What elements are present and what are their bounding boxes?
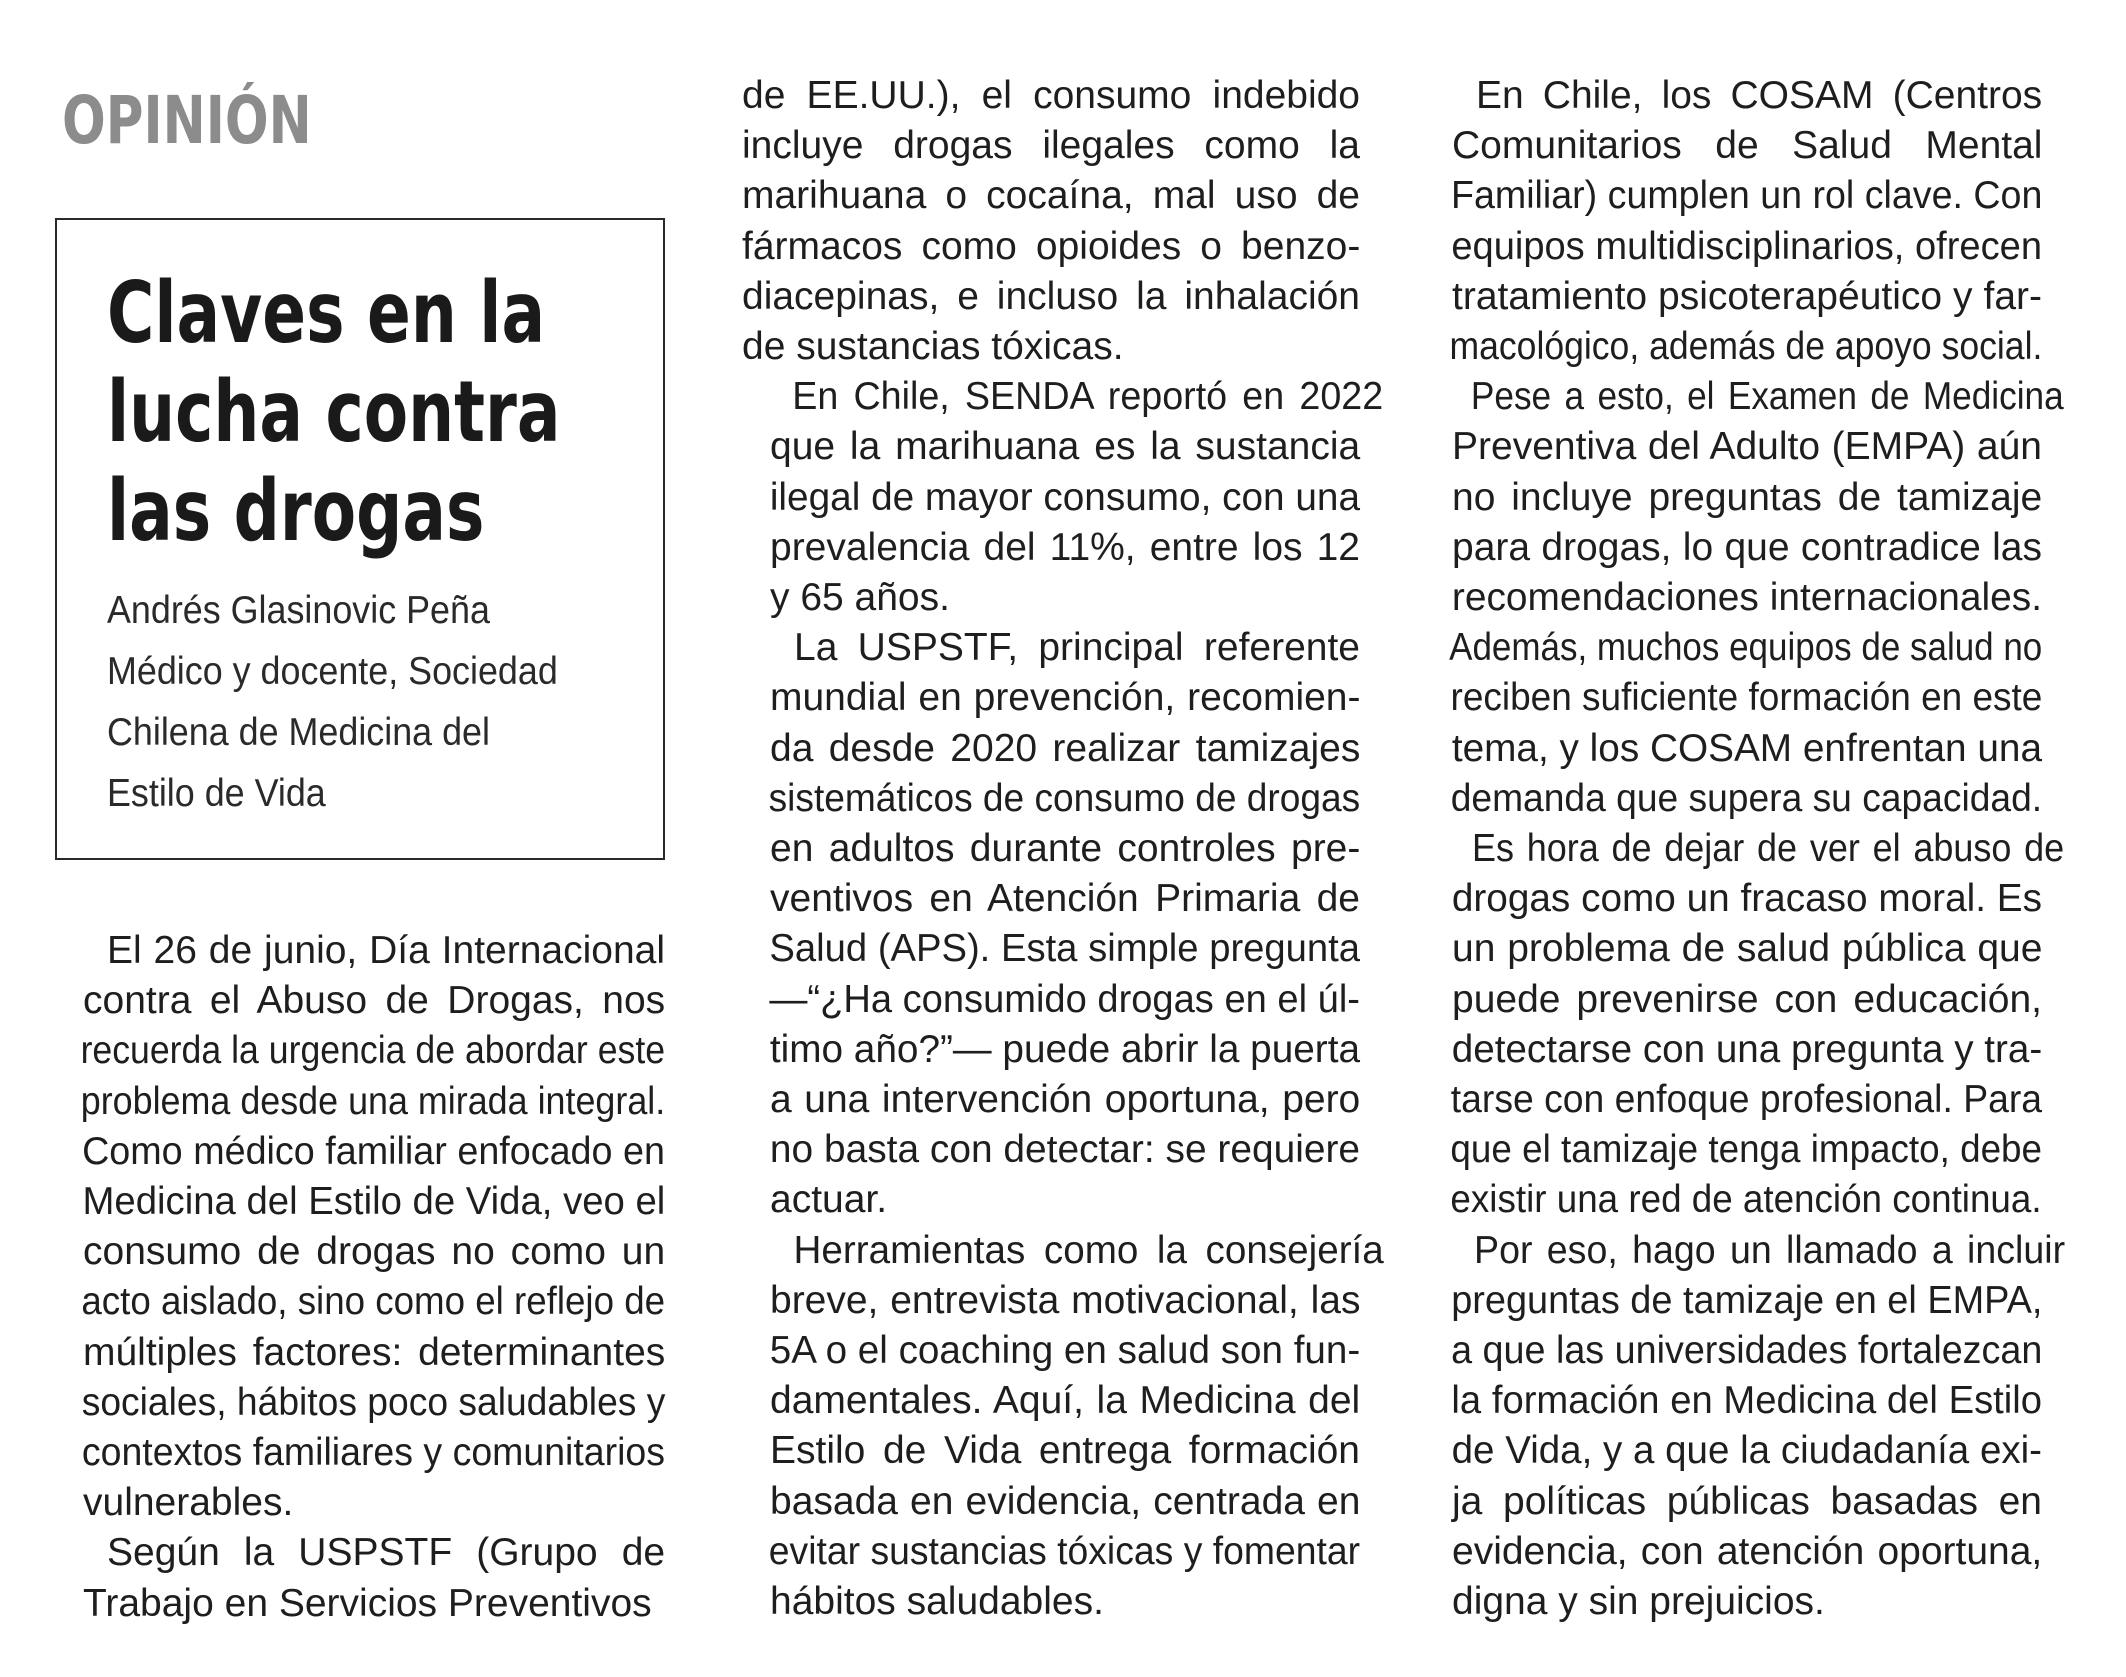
text-line: a que las universidades fortalezcan — [1451, 1329, 2043, 1373]
text-line: un problema de salud pública que — [1452, 927, 2043, 971]
article-paragraph — [1424, 71, 2042, 372]
text-line: Estilo de Vida entrega formación — [770, 1429, 1360, 1473]
text-line: incluye drogas ilegales como la — [742, 124, 1360, 168]
text-line: El 26 de junio, Día Internacional — [107, 929, 665, 972]
headline-line: las drogas — [107, 462, 485, 561]
text-line: de EE.UU.), el consumo indebido — [742, 74, 1360, 117]
text-line: tratamiento psicoterapéutico y far- — [1452, 274, 2042, 318]
text-line: damentales. Aquí, la Medicina del — [770, 1379, 1361, 1423]
text-line: breve, entrevista motivacional, las — [770, 1278, 1361, 1322]
text-line: no basta con detectar: se requiere — [769, 1128, 1361, 1172]
text-line: problema desde una mirada integral. — [80, 1079, 666, 1123]
text-line: ventivos en Atención Primaria de — [770, 877, 1360, 921]
text-line: Medicina del Estilo de Vida, veo el — [82, 1180, 666, 1224]
text-line: 5A o el coaching en salud son fun- — [769, 1329, 1361, 1373]
text-line: da desde 2020 realizar tamizajes — [770, 726, 1361, 770]
text-line: existir una red de atención continua. — [1450, 1178, 2042, 1222]
text-line: Familiar) cumplen un rol clave. Con — [1450, 174, 2043, 218]
article-paragraph — [742, 71, 1360, 372]
text-line: consumo de drogas no como un — [83, 1230, 666, 1274]
text-line: Trabajo en Servicios Preventivos — [83, 1581, 652, 1625]
text-line: prevalencia del 11%, entre los 12 — [770, 525, 1360, 569]
text-line: que la marihuana es la sustancia — [770, 425, 1361, 469]
text-line: En Chile, los COSAM (Centros — [1476, 74, 2043, 117]
text-line: en adultos durante controles pre- — [770, 827, 1361, 871]
author-title: Estilo de Vida — [107, 772, 326, 815]
article-paragraph — [742, 1226, 1384, 1628]
article-paragraph — [1424, 824, 2065, 1226]
text-line: detectarse con una pregunta y tra- — [1451, 1027, 2043, 1071]
headline-line: Claves en la — [107, 264, 546, 363]
text-line: —“¿Ha consumido drogas en el úl- — [769, 977, 1360, 1021]
article-paragraph — [1424, 372, 2064, 824]
text-line: contra el Abuso de Drogas, nos — [83, 979, 666, 1023]
article-column-2 — [742, 71, 1384, 1627]
article-column-1 — [55, 926, 665, 1629]
author-byline — [107, 580, 604, 824]
text-line: timo año?”— puede abrir la puerta — [769, 1027, 1361, 1071]
text-line: vulnerables. — [83, 1481, 294, 1525]
text-line: a una intervención oportuna, pero — [770, 1078, 1361, 1122]
text-line: que el tamizaje tenga impacto, debe — [1450, 1128, 2042, 1172]
text-line: para drogas, lo que contradice las — [1452, 525, 2042, 569]
headline-line: lucha contra — [107, 363, 561, 462]
article-paragraph — [55, 926, 665, 1528]
article-headline — [107, 264, 561, 561]
text-line: Por eso, hago un llamado a incluir — [1474, 1228, 2066, 1272]
text-line: la formación en Medicina del Estilo — [1451, 1379, 2043, 1423]
text-line: puede prevenirse con educación, — [1452, 977, 2042, 1021]
text-line: evidencia, con atención oportuna, — [1452, 1529, 2043, 1573]
text-line: Comunitarios de Salud Mental — [1452, 124, 2043, 168]
text-line: acto aislado, sino como el reflejo de — [81, 1280, 666, 1324]
text-line: de sustancias tóxicas. — [742, 325, 1124, 369]
text-line: evitar sustancias tóxicas y fomentar — [768, 1529, 1361, 1573]
text-line: ilegal de mayor consumo, con una — [769, 475, 1361, 519]
text-line: tema, y los COSAM enfrentan una — [1451, 726, 2043, 770]
text-line: contextos familiares y comunitarios — [81, 1431, 665, 1475]
article-column-3 — [1424, 71, 2066, 1627]
author-title: Chilena de Medicina del — [107, 711, 490, 754]
text-line: equipos multidisciplinarios, ofrecen — [1451, 224, 2042, 268]
text-line: múltiples factores: determinantes — [83, 1330, 666, 1374]
text-line: no incluye preguntas de tamizaje — [1452, 475, 2043, 519]
text-line: Como médico familiar enfocado en — [82, 1129, 665, 1173]
text-line: recomendaciones internacionales. — [1451, 576, 2043, 620]
text-line: Preventiva del Adulto (EMPA) aún — [1452, 425, 2042, 469]
text-line: demanda que supera su capacidad. — [1450, 776, 2043, 820]
text-line: recuerda la urgencia de abordar este — [80, 1029, 666, 1073]
text-line: tarse con enfoque profesional. Para — [1450, 1078, 2043, 1122]
author-name: Andrés Glasinovic Peña — [107, 589, 490, 632]
text-line: ja políticas públicas basadas en — [1452, 1479, 2042, 1523]
article-paragraph — [55, 1528, 665, 1628]
text-line: marihuana o cocaína, mal uso de — [742, 174, 1360, 218]
text-line: de Vida, y a que la ciudadanía exi- — [1451, 1429, 2042, 1473]
text-line: Salud (APS). Esta simple pregunta — [769, 927, 1361, 971]
text-line: preguntas de tamizaje en el EMPA, — [1451, 1278, 2043, 1322]
text-line: digna y sin prejuicios. — [1452, 1580, 1825, 1624]
text-line: En Chile, SENDA reportó en 2022 — [792, 375, 1384, 419]
text-line: mundial en prevención, recomien- — [770, 676, 1361, 720]
text-line: basada en evidencia, centrada en — [770, 1479, 1361, 1523]
text-line: fármacos como opioides o benzo- — [742, 224, 1361, 268]
text-line: drogas como un fracaso moral. Es — [1451, 877, 2043, 921]
text-line: Además, muchos equipos de salud no — [1449, 626, 2043, 670]
text-line: sistemáticos de consumo de drogas — [768, 776, 1361, 820]
text-line: actuar. — [770, 1178, 888, 1222]
text-line: Según la USPSTF (Grupo de — [107, 1531, 666, 1575]
text-line: Pese a esto, el Examen de Medicina — [1470, 375, 2064, 419]
headline-box — [55, 218, 665, 860]
text-line: Es hora de dejar de ver el abuso de — [1471, 827, 2065, 871]
text-line: sociales, hábitos poco saludables y — [81, 1380, 666, 1424]
text-line: La USPSTF, principal referente — [794, 626, 1360, 670]
author-title: Médico y docente, Sociedad — [107, 650, 558, 693]
section-label: OPINIÓN — [62, 82, 312, 159]
text-line: diacepinas, e incluso la inhalación — [742, 274, 1360, 318]
article-paragraph — [742, 372, 1384, 623]
article-paragraph — [742, 623, 1360, 1225]
text-line: y 65 años. — [770, 576, 950, 620]
text-line: reciben suficiente formación en este — [1450, 676, 2043, 720]
article-paragraph — [1424, 1226, 2066, 1628]
text-line: Herramientas como la consejería — [793, 1228, 1384, 1272]
text-line: macológico, además de apoyo social. — [1449, 325, 2043, 369]
text-line: hábitos saludables. — [770, 1580, 1104, 1624]
